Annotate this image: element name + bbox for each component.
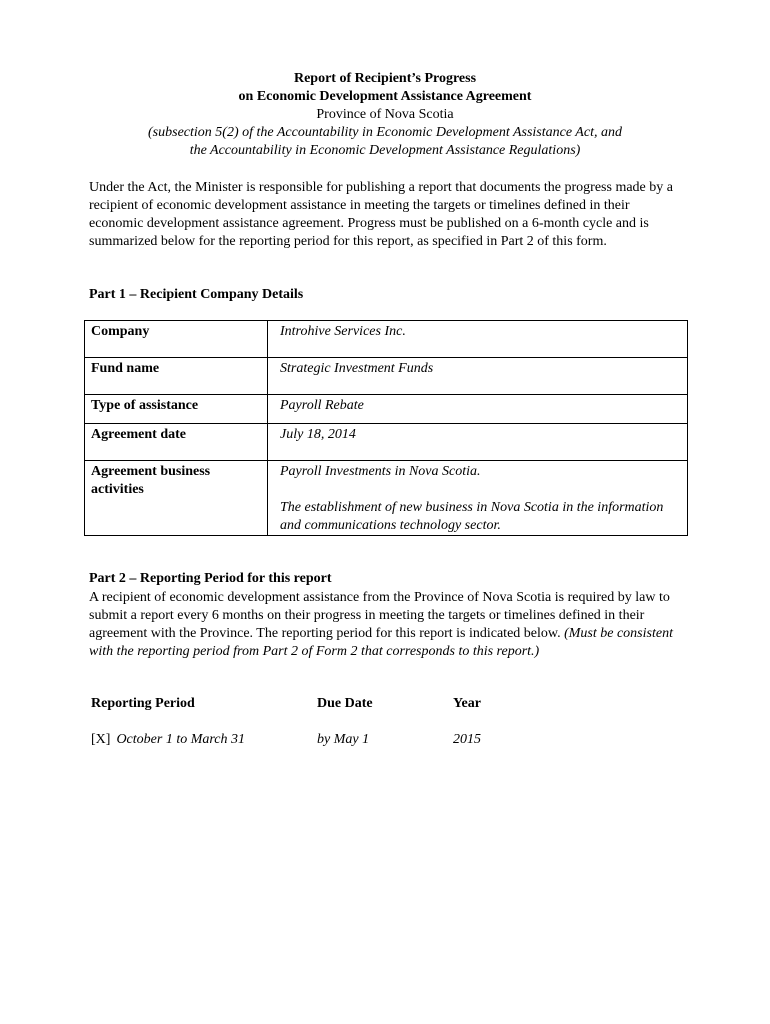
reporting-period-header: Reporting Period: [91, 696, 195, 711]
part2-title: Part 2 – Reporting Period for this report: [89, 571, 332, 586]
document-header: [0, 70, 770, 160]
reporting-period-text: October 1 to March 31: [116, 732, 246, 747]
company-label: Company: [85, 321, 268, 358]
assistance-type-value: Payroll Rebate: [268, 395, 688, 424]
reporting-period-checkbox[interactable]: [X]: [91, 732, 111, 747]
company-value: Introhive Services Inc.: [268, 321, 688, 358]
year-value: 2015: [453, 732, 481, 747]
part1-title: Part 1 – Recipient Company Details: [89, 287, 304, 302]
due-date-header: Due Date: [317, 696, 373, 711]
business-activities-line2: The establishment of new business in Nova Scotia in the information and communications technology sector.: [280, 500, 664, 533]
table-row: [85, 358, 688, 395]
business-activities-line1: Payroll Investments in Nova Scotia.: [280, 464, 481, 479]
report-title-line1: Report of Recipient’s Progress: [293, 71, 477, 86]
table-row: [85, 395, 688, 424]
part2-paragraph: [89, 589, 681, 661]
report-title-line2: on Economic Development Assistance Agreement: [238, 89, 532, 104]
business-activities-value: [268, 461, 688, 536]
province-name: Province of Nova Scotia: [316, 107, 454, 122]
reporting-period-value: [91, 731, 245, 749]
fund-name-label: Fund name: [85, 358, 268, 395]
part2-body-text: A recipient of economic development assistance from the Province of Nova Scotia is required by law to submit a report every 6 months on their progress in meeting the targets or timelines defined in their agreement with the Province. The reporting period for this report is indicated below.: [89, 590, 670, 641]
subsection-line1: (subsection 5(2) of the Accountability in Economic Development Assistance Act, and: [148, 125, 622, 140]
fund-name-value: Strategic Investment Funds: [268, 358, 688, 395]
due-date-value: by May 1: [317, 732, 370, 747]
table-row: [85, 321, 688, 358]
assistance-type-label: Type of assistance: [85, 395, 268, 424]
part2-note: (Must be consistent with the reporting period from Part 2 of Form 2 that corresponds to this report.): [89, 626, 673, 659]
table-row: [85, 461, 688, 536]
agreement-date-value: July 18, 2014: [268, 424, 688, 461]
intro-paragraph: Under the Act, the Minister is responsible for publishing a report that documents the progress made by a recipient of economic development assistance in meeting the targets or timelines defined in their economic development assistance agreement. Progress must be published on a 6-month cycle and is summarized below for the reporting period for this report, as specified in Part 2 of this form.: [89, 180, 673, 249]
table-row: [85, 424, 688, 461]
company-details-table: [84, 320, 688, 536]
business-activities-label: Agreement business activities: [85, 461, 268, 536]
subsection-line2: the Accountability in Economic Development Assistance Regulations): [189, 143, 581, 158]
agreement-date-label: Agreement date: [85, 424, 268, 461]
year-header: Year: [453, 696, 481, 711]
